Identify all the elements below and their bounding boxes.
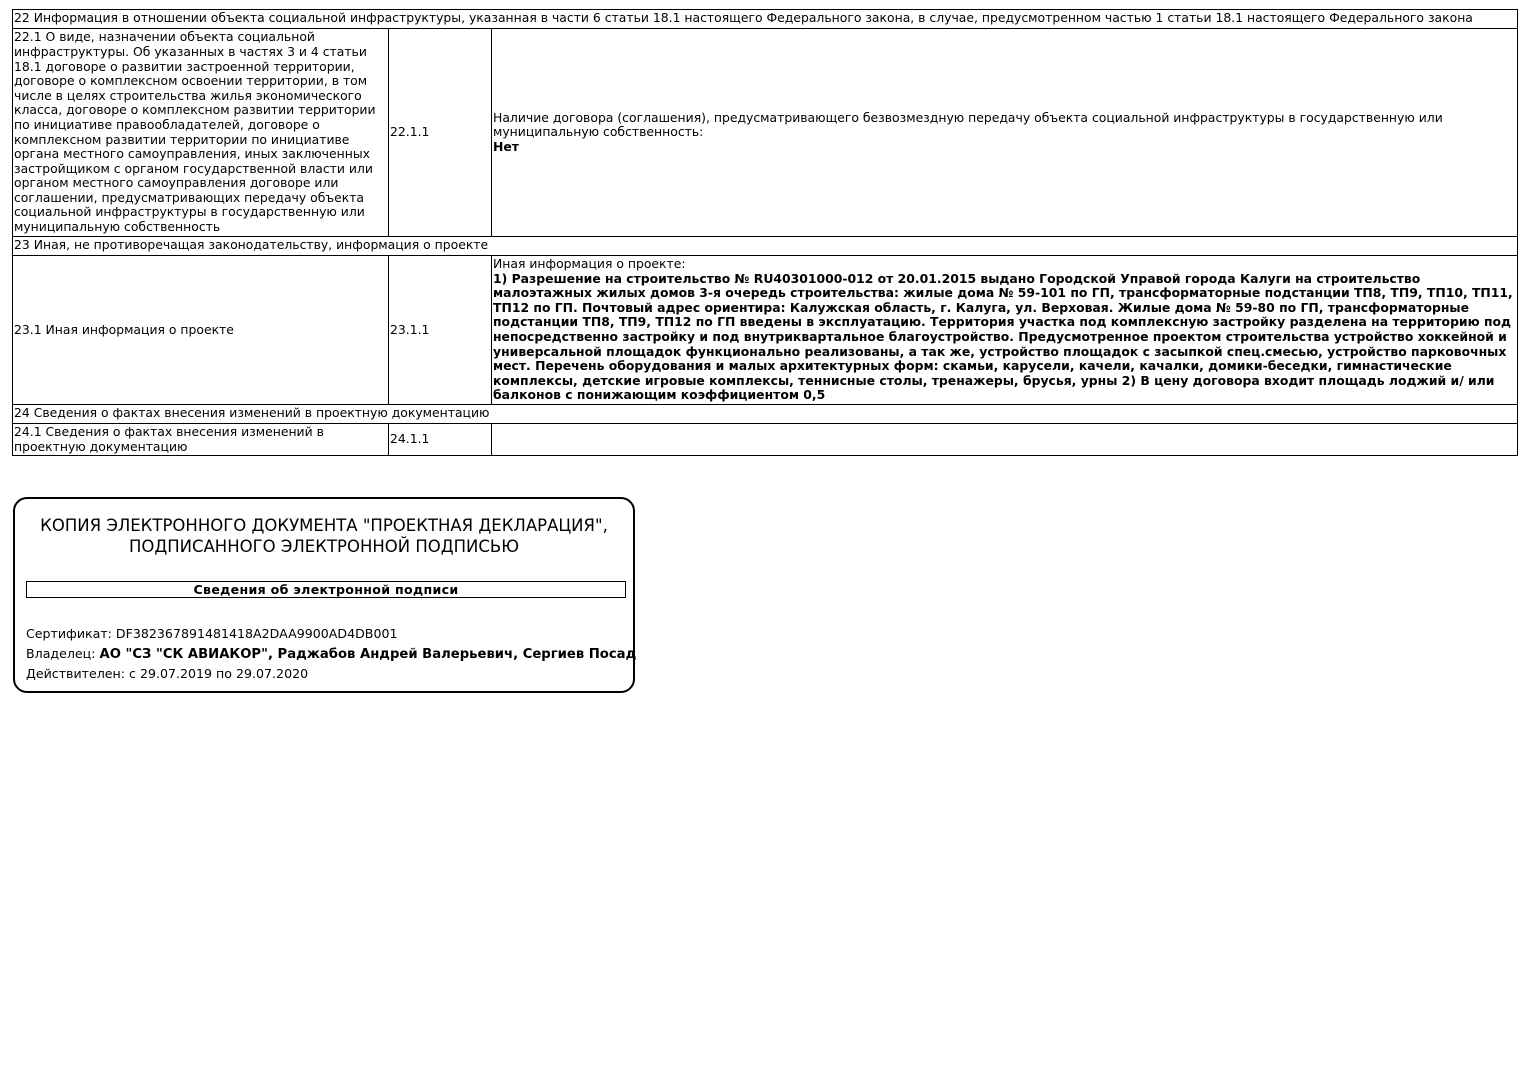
validity-line — [26, 666, 308, 682]
row-23-1-label: Иная информация о проекте: — [493, 256, 686, 271]
owner-label: Владелец: — [26, 646, 100, 661]
row-22-1-value: Нет — [493, 138, 519, 154]
row-22-1-code: 22.1.1 — [389, 29, 492, 237]
owner-line — [26, 646, 636, 663]
section-22-row — [13, 10, 1518, 29]
section-23-heading: 23 Иная, не противоречащая законодательству, информация о проекте — [13, 237, 1518, 256]
declaration-table — [12, 9, 1518, 456]
row-24-1-value — [492, 424, 1518, 456]
row-23-1-value-cell — [492, 256, 1518, 405]
row-24-1-name: 24.1 Сведения о фактах внесения изменений в проектную документацию — [13, 424, 389, 456]
row-22-1-name: 22.1 О виде, назначении объекта социальной инфраструктуры. Об указанных в частях 3 и 4 статьи 18.1 договоре о развитии застроенной территории, договоре о комплексном освоении территории, в том числе в целях строительства жилья экономического класса, договоре о комплексном развитии территории по инициативе правообладателей, договоре о комплексном развитии территории по инициативе органа местного самоуправления, иных заключенных застройщиком с органом государственной власти или органом местного самоуправления договоре или соглашении, предусматривающих передачу объекта социальной инфраструктуры в государственную или муниципальную собственность — [13, 29, 389, 237]
row-23-1-code: 23.1.1 — [389, 256, 492, 405]
stamp-title — [15, 515, 633, 557]
table-row — [13, 256, 1518, 405]
certificate-value: DF382367891481418A2DAA9900AD4DB001 — [115, 626, 398, 641]
row-23-1-value: 1) Разрешение на строительство № RU40301000-012 от 20.01.2015 выдано Городской Управой города Калуги на строительство малоэтажных жилых домов 3-я очередь строительства: жилые дома № 59-101 по ГП, трансформаторные подстанции ТП8, ТП9, ТП10, ТП11, ТП12 по ГП. Почтовый адрес ориентира: Калужская область, г. Калуга, ул. Верховая. Жилые дома № 59-80 по ГП, трансформаторные подстанции ТП8, ТП9, ТП12 по ГП введены в эксплуатацию. Территория участка под комплексную застройку разделена на территорию под непосредственно застройку и под внутриквартальное благоустройство. Предусмотренное проектом строительства устройство хоккейной и универсальной площадок функционально реализованы, а так же, устройство площадок с засыпкой спец.смесью, устройство парковочных мест. Перечень оборудования и малых архитектурных форм: скамьи, карусели, качели, качалки, домики-беседки, гимнастические комплексы, детские игровые комплексы, теннисные столы, тренажеры, брусья, урны 2) В цену договора входит площадь лоджий и/ или балконов с понижающим коэффициентом 0,5 — [493, 270, 1513, 403]
table-row — [13, 424, 1518, 456]
certificate-label: Сертификат: — [26, 626, 116, 641]
section-22-heading: 22 Информация в отношении объекта социальной инфраструктуры, указанная в части 6 статьи 18.1 настоящего Федерального закона, в случае, предусмотренном частью 1 статьи 18.1 настоящего Федерального закона — [13, 10, 1518, 29]
row-22-1-label: Наличие договора (соглашения), предусматривающего безвозмездную передачу объекта социальной инфраструктуры в государственную или муниципальную собственность: — [493, 109, 1443, 140]
electronic-signature-stamp — [13, 497, 635, 693]
section-23-row — [13, 237, 1518, 256]
row-24-1-code: 24.1.1 — [389, 424, 492, 456]
stamp-title-line-2: ПОДПИСАННОГО ЭЛЕКТРОННОЙ ПОДПИСЬЮ — [128, 537, 520, 556]
validity-label: Действителен: — [26, 666, 130, 681]
row-22-1-value-cell — [492, 29, 1518, 237]
section-24-heading: 24 Сведения о фактах внесения изменений в проектную документацию — [13, 405, 1518, 424]
table-row — [13, 29, 1518, 237]
validity-value: с 29.07.2019 по 29.07.2020 — [129, 666, 309, 681]
row-23-1-name: 23.1 Иная информация о проекте — [13, 256, 389, 405]
stamp-title-line-1: КОПИЯ ЭЛЕКТРОННОГО ДОКУМЕНТА "ПРОЕКТНАЯ ДЕКЛАРАЦИЯ", — [40, 516, 608, 535]
owner-value: АО "СЗ "СК АВИАКОР", Раджабов Андрей Валерьевич, Сергиев Посад — [99, 647, 637, 662]
stamp-subheader: Сведения об электронной подписи — [26, 581, 626, 598]
certificate-line — [26, 626, 398, 642]
section-24-row — [13, 405, 1518, 424]
